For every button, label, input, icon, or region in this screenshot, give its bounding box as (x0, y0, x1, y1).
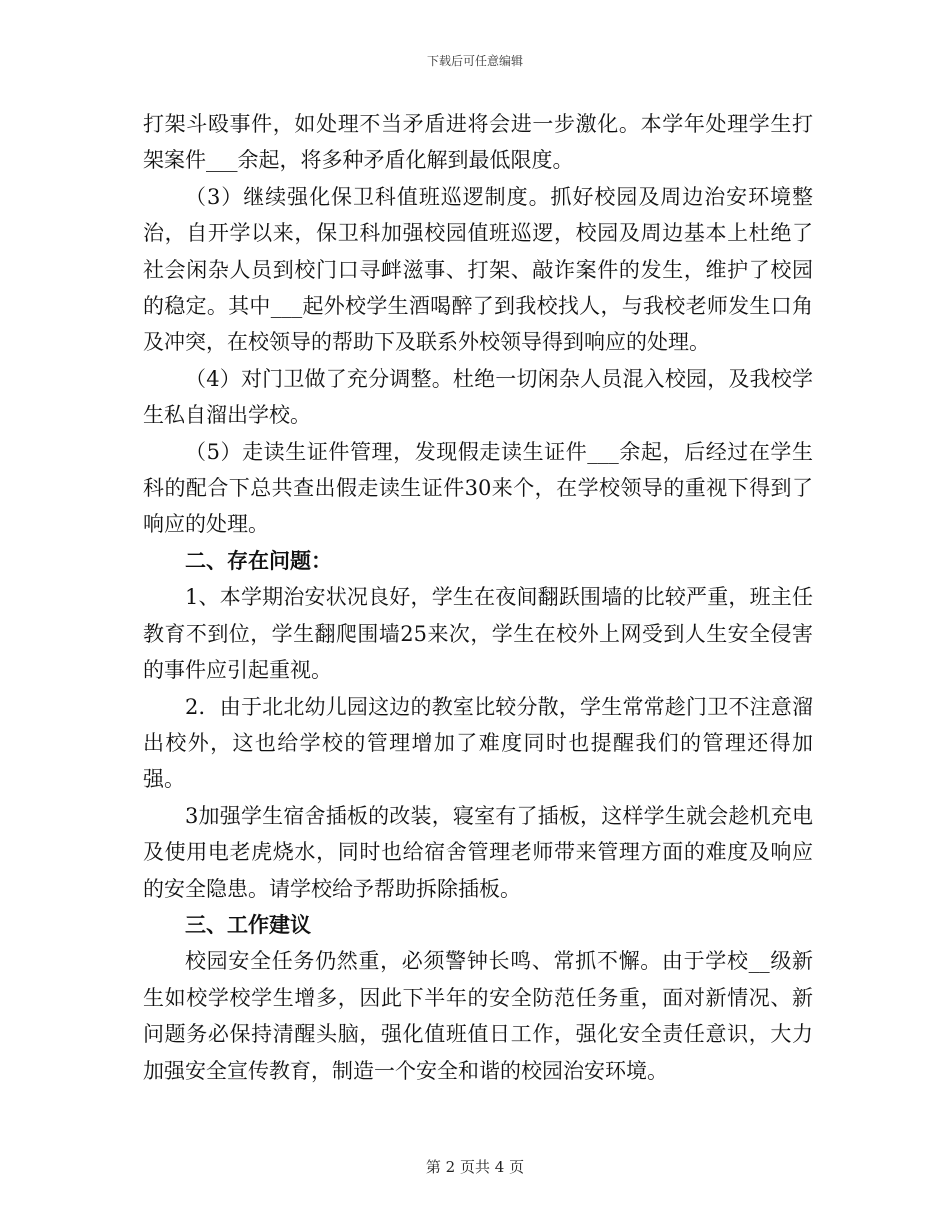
document-body (143, 106, 813, 1089)
page-header: 下载后可任意编辑 (426, 54, 523, 68)
paragraph-problem-3: 3加强学生宿舍插板的改装，寝室有了插板，这样学生就会趁机充电及使用电老虎烧水，同时也给宿舍管理老师带来管理方面的难度及响应的安全隐患。请学校给予帮助拆除插板。 (143, 803, 813, 901)
section-heading-suggestions: 三、工作建议 (185, 911, 311, 937)
page-number: 第 2 页共 4 页 (425, 1158, 525, 1176)
paragraph-day-student-cards: （5）走读生证件管理，发现假走读生证件___余起，后经过在学生科的配合下总共查出假走读生证件30来个，在学校领导的重视下得到了响应的处理。 (143, 439, 813, 537)
section-heading-problems: 二、存在问题： (185, 547, 332, 573)
paragraph-fight-cases: 打架斗殴事件，如处理不当矛盾进将会进一步激化。本学年处理学生打架案件___余起，将多种矛盾化解到最低限度。 (143, 112, 813, 173)
paragraph-problem-2: 2．由于北北幼儿园这边的教室比较分散，学生常常趁门卫不注意溜出校外，这也给学校的管理增加了难度同时也提醒我们的管理还得加强。 (143, 694, 813, 792)
paragraph-suggestions: 校园安全任务仍然重，必须警钟长鸣、常抓不懈。由于学校__级新生如校学校学生增多，因此下半年的安全防范任务重，面对新情况、新问题务必保持清醒头脑，强化值班值日工作，强化安全责任意识，大力加强安全宣传教育，制造一个安全和谐的校园治安环境。 (143, 949, 813, 1083)
paragraph-security-patrol: （3）继续强化保卫科值班巡逻制度。抓好校园及周边治安环境整治，自开学以来，保卫科加强校园值班巡逻，校园及周边基本上杜绝了社会闲杂人员到校门口寻衅滋事、打架、敲诈案件的发生，维护了校园的稳定。其中___起外校学生酒喝醉了到我校找人，与我校老师发生口角及冲突，在校领导的帮助下及联系外校领导得到响应的处理。 (143, 184, 813, 355)
paragraph-problem-1: 1、本学期治安状况良好，学生在夜间翻跃围墙的比较严重，班主任教育不到位，学生翻爬围墙25来次，学生在校外上网受到人生安全侵害的事件应引起重视。 (143, 585, 813, 683)
paragraph-gate-guard: （4）对门卫做了充分调整。杜绝一切闲杂人员混入校园，及我校学生私自溜出学校。 (143, 366, 813, 428)
